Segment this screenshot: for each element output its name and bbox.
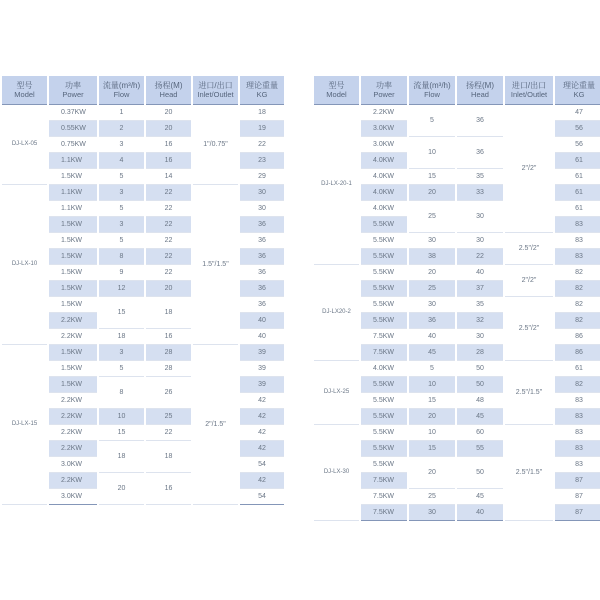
table-row: [314, 104, 600, 120]
head-cell: 22: [145, 200, 192, 216]
power-cell: 1.1KW: [48, 200, 98, 216]
head-cell: 16: [145, 472, 192, 504]
power-cell: 2.2KW: [48, 472, 98, 488]
head-cell: 60: [456, 424, 504, 440]
model-cell: DJ-LX-10: [2, 184, 48, 344]
flow-cell: 20: [98, 472, 145, 504]
header-power: 功率 Power: [48, 76, 98, 104]
table-row: [314, 264, 600, 280]
weight-cell: 82: [554, 376, 600, 392]
head-cell: 45: [456, 408, 504, 424]
power-cell: 5.5KW: [360, 312, 408, 328]
power-cell: 7.5KW: [360, 504, 408, 520]
weight-cell: 42: [239, 440, 285, 456]
head-cell: 28: [456, 344, 504, 360]
flow-cell: 15: [408, 440, 456, 456]
header-flow: 流量(m³/h) Flow: [98, 76, 145, 104]
inlet-outlet-cell: 2"/1.5": [192, 344, 239, 504]
power-cell: 4.0KW: [360, 200, 408, 216]
power-cell: 1.5KW: [48, 344, 98, 360]
head-cell: 22: [145, 424, 192, 440]
weight-cell: 61: [554, 200, 600, 216]
head-cell: 45: [456, 488, 504, 504]
head-cell: 25: [145, 408, 192, 424]
flow-cell: 4: [98, 152, 145, 168]
weight-cell: 82: [554, 280, 600, 296]
power-cell: 7.5KW: [360, 328, 408, 344]
table-row: [314, 424, 600, 440]
head-cell: 28: [145, 360, 192, 376]
weight-cell: 61: [554, 360, 600, 376]
weight-cell: 47: [554, 104, 600, 120]
weight-cell: 83: [554, 248, 600, 264]
power-cell: 5.5KW: [360, 232, 408, 248]
power-cell: 4.0KW: [360, 360, 408, 376]
head-cell: 20: [145, 280, 192, 296]
head-cell: 28: [145, 344, 192, 360]
weight-cell: 54: [239, 488, 285, 504]
table-row: [2, 104, 285, 120]
weight-cell: 40: [239, 312, 285, 328]
power-cell: 1.1KW: [48, 152, 98, 168]
power-cell: 7.5KW: [360, 344, 408, 360]
flow-cell: 18: [98, 328, 145, 344]
flow-cell: 3: [98, 184, 145, 200]
inlet-outlet-cell: 2"/2": [504, 104, 554, 232]
weight-cell: 42: [239, 392, 285, 408]
power-cell: 0.37KW: [48, 104, 98, 120]
power-cell: 5.5KW: [360, 280, 408, 296]
weight-cell: 18: [239, 104, 285, 120]
power-cell: 2.2KW: [48, 392, 98, 408]
model-cell: DJ-LX20-2: [314, 264, 360, 360]
power-cell: 5.5KW: [360, 264, 408, 280]
weight-cell: 39: [239, 360, 285, 376]
head-cell: 36: [456, 104, 504, 136]
flow-cell: 5: [98, 232, 145, 248]
power-cell: 3.0KW: [360, 136, 408, 152]
weight-cell: 54: [239, 456, 285, 472]
power-cell: 5.5KW: [360, 216, 408, 232]
head-cell: 22: [145, 264, 192, 280]
power-cell: 1.5KW: [48, 280, 98, 296]
inlet-outlet-cell: 2.5"/1.5": [504, 424, 554, 520]
weight-cell: 23: [239, 152, 285, 168]
flow-cell: 36: [408, 312, 456, 328]
weight-cell: 83: [554, 408, 600, 424]
table-row: [2, 184, 285, 200]
power-cell: 5.5KW: [360, 456, 408, 472]
flow-cell: 3: [98, 216, 145, 232]
power-cell: 2.2KW: [48, 424, 98, 440]
power-cell: 3.0KW: [360, 120, 408, 136]
power-cell: 7.5KW: [360, 472, 408, 488]
weight-cell: 36: [239, 296, 285, 312]
weight-cell: 36: [239, 264, 285, 280]
head-cell: 50: [456, 456, 504, 488]
table-row: [314, 360, 600, 376]
head-cell: 35: [456, 168, 504, 184]
power-cell: 1.5KW: [48, 168, 98, 184]
header-weight: 理论重量 KG: [239, 76, 285, 104]
weight-cell: 29: [239, 168, 285, 184]
weight-cell: 36: [239, 248, 285, 264]
weight-cell: 82: [554, 264, 600, 280]
weight-cell: 82: [554, 312, 600, 328]
power-cell: 5.5KW: [360, 376, 408, 392]
header-flow: 流量(m³/h) Flow: [408, 76, 456, 104]
weight-cell: 36: [239, 216, 285, 232]
model-cell: DJ-LX-30: [314, 424, 360, 520]
power-cell: 1.5KW: [48, 376, 98, 392]
power-cell: 5.5KW: [360, 296, 408, 312]
weight-cell: 39: [239, 376, 285, 392]
power-cell: 7.5KW: [360, 488, 408, 504]
weight-cell: 87: [554, 488, 600, 504]
head-cell: 16: [145, 152, 192, 168]
inlet-outlet-cell: 1"/0.75": [192, 104, 239, 184]
spec-table-right: [314, 76, 600, 521]
inlet-outlet-cell: 1.5"/1.5": [192, 184, 239, 344]
header-head: 扬程(M) Head: [456, 76, 504, 104]
weight-cell: 82: [554, 296, 600, 312]
power-cell: 1.5KW: [48, 296, 98, 312]
head-cell: 36: [456, 136, 504, 168]
flow-cell: 8: [98, 248, 145, 264]
head-cell: 35: [456, 296, 504, 312]
power-cell: 2.2KW: [48, 408, 98, 424]
flow-cell: 15: [408, 392, 456, 408]
flow-cell: 25: [408, 488, 456, 504]
power-cell: 1.5KW: [48, 248, 98, 264]
power-cell: 1.5KW: [48, 360, 98, 376]
head-cell: 40: [456, 504, 504, 520]
head-cell: 16: [145, 328, 192, 344]
spec-table-left: [2, 76, 286, 505]
flow-cell: 38: [408, 248, 456, 264]
weight-cell: 61: [554, 152, 600, 168]
power-cell: 5.5KW: [360, 440, 408, 456]
header-inlet-outlet: 进口/出口 Inlet/Outlet: [504, 76, 554, 104]
head-cell: 22: [145, 248, 192, 264]
power-cell: 0.55KW: [48, 120, 98, 136]
flow-cell: 20: [408, 408, 456, 424]
flow-cell: 5: [98, 200, 145, 216]
flow-cell: 10: [408, 376, 456, 392]
flow-cell: 20: [408, 264, 456, 280]
head-cell: 22: [145, 232, 192, 248]
weight-cell: 83: [554, 440, 600, 456]
head-cell: 20: [145, 120, 192, 136]
power-cell: 0.75KW: [48, 136, 98, 152]
weight-cell: 42: [239, 472, 285, 488]
head-cell: 30: [456, 232, 504, 248]
head-cell: 48: [456, 392, 504, 408]
power-cell: 4.0KW: [360, 168, 408, 184]
model-cell: DJ-LX-25: [314, 360, 360, 424]
weight-cell: 56: [554, 136, 600, 152]
flow-cell: 3: [98, 136, 145, 152]
weight-cell: 83: [554, 232, 600, 248]
weight-cell: 86: [554, 344, 600, 360]
head-cell: 32: [456, 312, 504, 328]
head-cell: 50: [456, 360, 504, 376]
power-cell: 2.2KW: [48, 440, 98, 456]
power-cell: 4.0KW: [360, 184, 408, 200]
head-cell: 26: [145, 376, 192, 408]
head-cell: 18: [145, 440, 192, 472]
head-cell: 55: [456, 440, 504, 456]
power-cell: 2.2KW: [48, 312, 98, 328]
power-cell: 2.2KW: [360, 104, 408, 120]
flow-cell: 8: [98, 376, 145, 408]
power-cell: 3.0KW: [48, 488, 98, 504]
weight-cell: 42: [239, 408, 285, 424]
flow-cell: 30: [408, 232, 456, 248]
header-inlet-outlet: 进口/出口 Inlet/Outlet: [192, 76, 239, 104]
flow-cell: 5: [408, 104, 456, 136]
flow-cell: 15: [98, 424, 145, 440]
weight-cell: 83: [554, 392, 600, 408]
model-cell: DJ-LX-05: [2, 104, 48, 184]
head-cell: 16: [145, 136, 192, 152]
weight-cell: 36: [239, 232, 285, 248]
header-head: 扬程(M) Head: [145, 76, 192, 104]
weight-cell: 56: [554, 120, 600, 136]
header-model: 型号 Model: [2, 76, 48, 104]
flow-cell: 10: [408, 424, 456, 440]
power-cell: 5.5KW: [360, 408, 408, 424]
flow-cell: 45: [408, 344, 456, 360]
head-cell: 22: [145, 216, 192, 232]
weight-cell: 83: [554, 424, 600, 440]
head-cell: 30: [456, 328, 504, 344]
weight-cell: 87: [554, 504, 600, 520]
header-weight: 理论重量 KG: [554, 76, 600, 104]
inlet-outlet-cell: 2"/2": [504, 264, 554, 296]
weight-cell: 61: [554, 168, 600, 184]
head-cell: 33: [456, 184, 504, 200]
inlet-outlet-cell: 2.5"/2": [504, 232, 554, 264]
flow-cell: 40: [408, 328, 456, 344]
weight-cell: 83: [554, 216, 600, 232]
weight-cell: 86: [554, 328, 600, 344]
weight-cell: 19: [239, 120, 285, 136]
flow-cell: 15: [408, 168, 456, 184]
weight-cell: 83: [554, 456, 600, 472]
weight-cell: 40: [239, 328, 285, 344]
flow-cell: 5: [98, 360, 145, 376]
weight-cell: 22: [239, 136, 285, 152]
head-cell: 50: [456, 376, 504, 392]
power-cell: 5.5KW: [360, 392, 408, 408]
weight-cell: 87: [554, 472, 600, 488]
head-cell: 37: [456, 280, 504, 296]
flow-cell: 12: [98, 280, 145, 296]
weight-cell: 61: [554, 184, 600, 200]
weight-cell: 30: [239, 184, 285, 200]
power-cell: 2.2KW: [48, 328, 98, 344]
flow-cell: 10: [408, 136, 456, 168]
flow-cell: 25: [408, 200, 456, 232]
head-cell: 20: [145, 104, 192, 120]
head-cell: 30: [456, 200, 504, 232]
weight-cell: 30: [239, 200, 285, 216]
head-cell: 40: [456, 264, 504, 280]
header-model: 型号 Model: [314, 76, 360, 104]
flow-cell: 20: [408, 184, 456, 200]
power-cell: 3.0KW: [48, 456, 98, 472]
table-row: [2, 344, 285, 360]
inlet-outlet-cell: 2.5"/2": [504, 296, 554, 360]
power-cell: 1.5KW: [48, 232, 98, 248]
flow-cell: 3: [98, 344, 145, 360]
flow-cell: 15: [98, 296, 145, 328]
power-cell: 5.5KW: [360, 424, 408, 440]
flow-cell: 5: [408, 360, 456, 376]
model-cell: DJ-LX-20-1: [314, 104, 360, 264]
weight-cell: 36: [239, 280, 285, 296]
power-cell: 5.5KW: [360, 248, 408, 264]
flow-cell: 2: [98, 120, 145, 136]
flow-cell: 30: [408, 296, 456, 312]
flow-cell: 30: [408, 504, 456, 520]
head-cell: 22: [145, 184, 192, 200]
flow-cell: 1: [98, 104, 145, 120]
flow-cell: 10: [98, 408, 145, 424]
power-cell: 1.1KW: [48, 184, 98, 200]
power-cell: 1.5KW: [48, 264, 98, 280]
header-power: 功率 Power: [360, 76, 408, 104]
model-cell: DJ-LX-15: [2, 344, 48, 504]
head-cell: 14: [145, 168, 192, 184]
weight-cell: 39: [239, 344, 285, 360]
flow-cell: 9: [98, 264, 145, 280]
power-cell: 4.0KW: [360, 152, 408, 168]
inlet-outlet-cell: 2.5"/1.5": [504, 360, 554, 424]
weight-cell: 42: [239, 424, 285, 440]
flow-cell: 20: [408, 456, 456, 488]
head-cell: 22: [456, 248, 504, 264]
power-cell: 1.5KW: [48, 216, 98, 232]
flow-cell: 25: [408, 280, 456, 296]
head-cell: 18: [145, 296, 192, 328]
flow-cell: 18: [98, 440, 145, 472]
flow-cell: 5: [98, 168, 145, 184]
